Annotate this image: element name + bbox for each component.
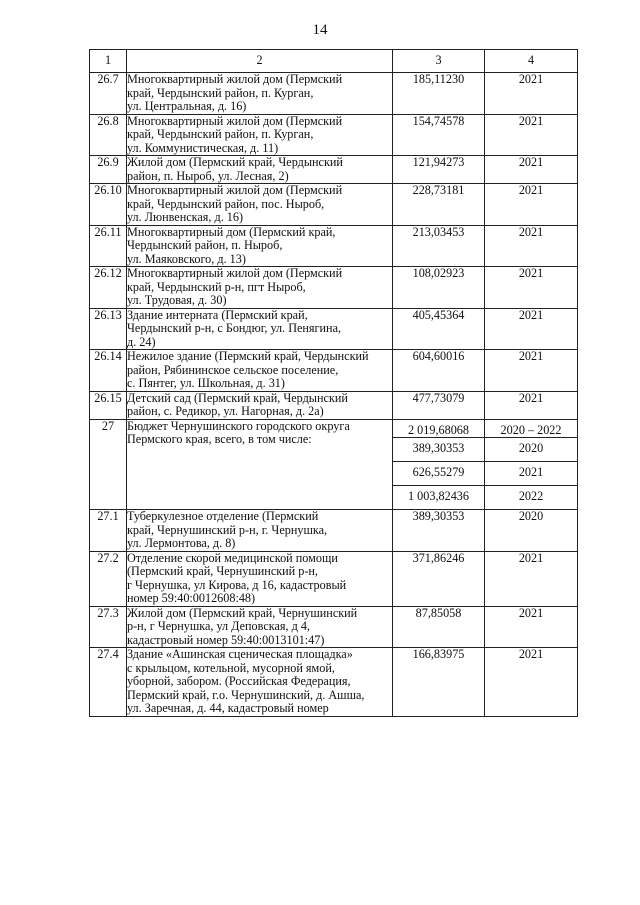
- row-amount: 477,73079: [393, 391, 485, 419]
- row-description: Многоквартирный жилой дом (Пермский край, Чердынский район, пос. Ныроб, ул. Люнвенская, д. 16): [127, 184, 393, 226]
- table-row: [90, 225, 578, 267]
- row-number: 27.2: [90, 551, 127, 606]
- row-number: 26.12: [90, 267, 127, 309]
- row-year: 2021: [485, 551, 578, 606]
- row-amount: 604,60016: [393, 350, 485, 392]
- table-row: [90, 73, 578, 115]
- row-amount: 166,83975: [393, 648, 485, 717]
- row-number: 27.1: [90, 510, 127, 552]
- table-row: [90, 551, 578, 606]
- budget-year-2021: 2021: [485, 462, 578, 486]
- row-number: 26.14: [90, 350, 127, 392]
- budget-year-2022: 2022: [485, 486, 578, 510]
- row-year: 2021: [485, 73, 578, 115]
- table-row: [90, 510, 578, 552]
- row-year: 2021: [485, 114, 578, 156]
- row-description: Многоквартирный дом (Пермский край, Чердынский район, п. Ныроб, ул. Маяковского, д. 13): [127, 225, 393, 267]
- row-number: 27.3: [90, 606, 127, 648]
- table-header-row: [90, 50, 578, 73]
- objects-table: [89, 49, 578, 717]
- row-description: Отделение скорой медицинской помощи (Пермский край, Чернушинский р-н, г Чернушка, ул Кирова, д 16, кадастровый номер 59:40:0012608:48): [127, 551, 393, 606]
- row-amount: 185,11230: [393, 73, 485, 115]
- row-year: 2020: [485, 510, 578, 552]
- budget-amount-2022: 1 003,82436: [393, 486, 485, 510]
- row-amount: 389,30353: [393, 510, 485, 552]
- row-number: 26.8: [90, 114, 127, 156]
- row-description: Туберкулезное отделение (Пермский край, Чернушинский р-н, г. Чернушка, ул. Лермонтова, д. 8): [127, 510, 393, 552]
- table-row: [90, 184, 578, 226]
- row-number: 26.13: [90, 308, 127, 350]
- row-number: 27.4: [90, 648, 127, 717]
- table-row: [90, 156, 578, 184]
- row-year: 2021: [485, 156, 578, 184]
- row-number: 26.9: [90, 156, 127, 184]
- table-row: [90, 308, 578, 350]
- header-col-3: 3: [393, 50, 485, 73]
- row-year: 2021: [485, 648, 578, 717]
- row-description: Здание интерната (Пермский край, Чердынский р-н, с Бондюг, ул. Пенягина, д. 24): [127, 308, 393, 350]
- row-year: 2021: [485, 391, 578, 419]
- row-number: 26.10: [90, 184, 127, 226]
- table-row: [90, 606, 578, 648]
- header-col-4: 4: [485, 50, 578, 73]
- row-description: Здание «Ашинская сценическая площадка» с крыльцом, котельной, мусорной ямой, уборной, забором. (Российская Федерация, Пермский край, г.о. Чернушинский, д. Ашша, ул. Заречная, д. 44, кадастровый номер: [127, 648, 393, 717]
- row-year: 2021: [485, 225, 578, 267]
- row-amount: 371,86246: [393, 551, 485, 606]
- row-amount: 154,74578: [393, 114, 485, 156]
- table-row: [90, 350, 578, 392]
- row-year: 2021: [485, 606, 578, 648]
- row-year: 2021: [485, 308, 578, 350]
- table-row: [90, 648, 578, 717]
- budget-amount-2021: 626,55279: [393, 462, 485, 486]
- page-number: 14: [312, 22, 328, 38]
- row-number: 26.11: [90, 225, 127, 267]
- header-col-1: 1: [90, 50, 127, 73]
- row-number: 26.7: [90, 73, 127, 115]
- row-amount: 87,85058: [393, 606, 485, 648]
- budget-year-2020: 2020: [485, 438, 578, 462]
- row-description: Жилой дом (Пермский край, Чернушинский р-н, г Чернушка, ул Деповская, д 4, кадастровый номер 59:40:0013101:47): [127, 606, 393, 648]
- row-amount: 405,45364: [393, 308, 485, 350]
- row-amount: 108,02923: [393, 267, 485, 309]
- row-description: Бюджет Чернушинского городского округа Пермского края, всего, в том числе:: [127, 419, 393, 510]
- row-description: Детский сад (Пермский край, Чердынский район, с. Редикор, ул. Нагорная, д. 2а): [127, 391, 393, 419]
- budget-total-amount: 2 019,68068: [393, 419, 485, 438]
- row-amount: 121,94273: [393, 156, 485, 184]
- row-amount: 213,03453: [393, 225, 485, 267]
- budget-row: [90, 419, 578, 438]
- row-description: Жилой дом (Пермский край, Чердынский район, п. Ныроб, ул. Лесная, 2): [127, 156, 393, 184]
- row-description: Многоквартирный жилой дом (Пермский край, Чердынский район, п. Курган, ул. Центральная, д. 16): [127, 73, 393, 115]
- budget-amount-2020: 389,30353: [393, 438, 485, 462]
- table-row: [90, 391, 578, 419]
- header-col-2: 2: [127, 50, 393, 73]
- row-description: Нежилое здание (Пермский край, Чердынский район, Рябининское сельское поселение, с. Пянтег, ул. Школьная, д. 31): [127, 350, 393, 392]
- row-year: 2021: [485, 350, 578, 392]
- row-year: 2021: [485, 184, 578, 226]
- row-number: 26.15: [90, 391, 127, 419]
- budget-total-period: 2020 – 2022: [485, 419, 578, 438]
- row-year: 2021: [485, 267, 578, 309]
- row-description: Многоквартирный жилой дом (Пермский край, Чердынский район, п. Курган, ул. Коммунистическая, д. 11): [127, 114, 393, 156]
- table-row: [90, 267, 578, 309]
- row-description: Многоквартирный жилой дом (Пермский край, Чердынский р-н, пгт Ныроб, ул. Трудовая, д. 30): [127, 267, 393, 309]
- row-number: 27: [90, 419, 127, 510]
- row-amount: 228,73181: [393, 184, 485, 226]
- table-row: [90, 114, 578, 156]
